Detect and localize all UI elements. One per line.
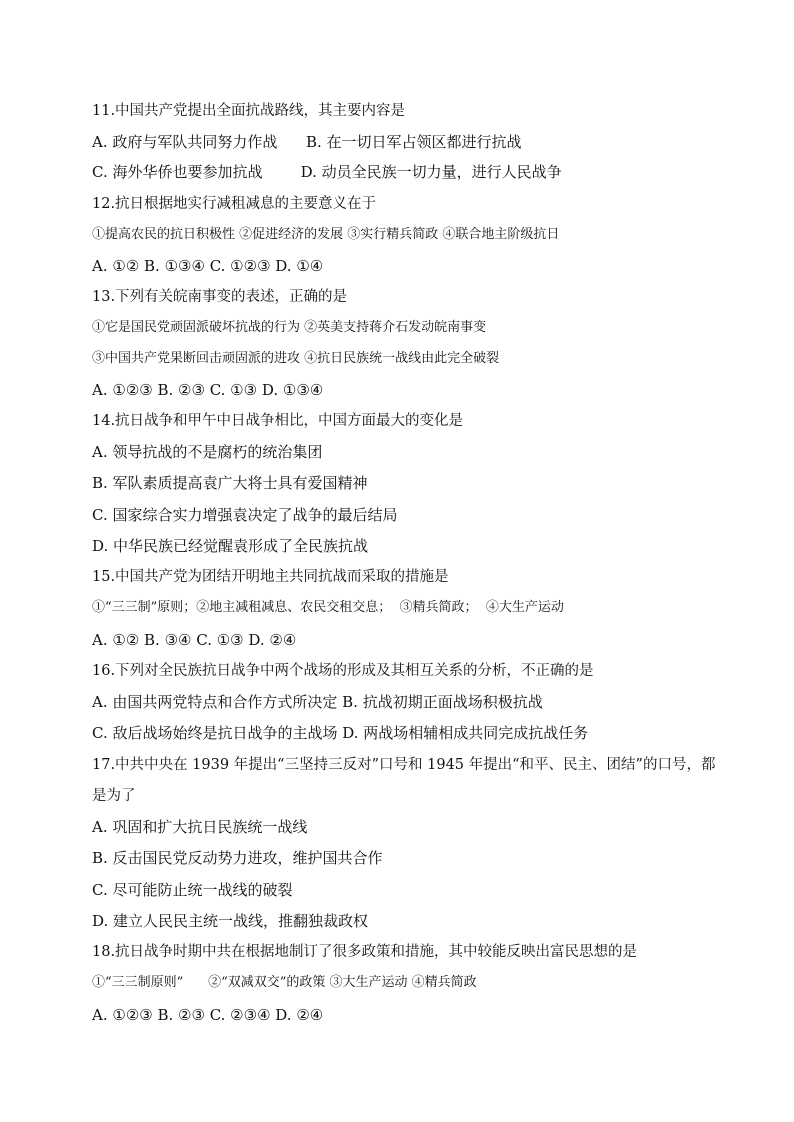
question-12-options: A. ①② B. ①③④ C. ①②③ D. ①④ <box>92 257 324 275</box>
question-17-stem: 17.中共中央在 1939 年提出“三坚持三反对”口号和 1945 年提出“和平、民主、团结”的口号，都 <box>92 757 716 773</box>
question-17-stem-cont: 是为了 <box>92 788 136 804</box>
question-16-stem: 16.下列对全民族抗日战争中两个战场的形成及其相互关系的分析，不正确的是 <box>92 663 594 679</box>
question-15-stem: 15.中国共产党为团结开明地主共同抗战而采取的措施是 <box>92 569 449 585</box>
question-13-items-1: ①它是国民党顽固派破坏抗战的行为 ②英美支持蒋介石发动皖南事变 <box>92 320 487 335</box>
question-17-option-c: C. 尽可能防止统一战线的破裂 <box>92 881 293 899</box>
question-16-options-1: A. 由国共两党特点和合作方式所决定 B. 抗战初期正面战场积极抗战 <box>92 693 543 711</box>
question-14-stem: 14.抗日战争和甲午中日战争相比，中国方面最大的变化是 <box>92 413 464 429</box>
question-12-stem: 12.抗日根据地实行减租减息的主要意义在于 <box>92 196 377 212</box>
question-17-option-d: D. 建立人民民主统一战线，推翻独裁政权 <box>92 912 369 930</box>
question-13-stem: 13.下列有关皖南事变的表述，正确的是 <box>92 289 348 305</box>
question-14-option-b: B. 军队素质提高袁广大将士具有爱国精神 <box>92 474 368 492</box>
question-17-option-a: A. 巩固和扩大抗日民族统一战线 <box>92 818 308 836</box>
question-18-stem: 18.抗日战争时期中共在根据地制订了很多政策和措施，其中较能反映出富民思想的是 <box>92 944 638 960</box>
question-18-items: ①“三三制原则” ②“双减双交”的政策 ③大生产运动 ④精兵简政 <box>92 975 477 990</box>
question-15-items: ①“三三制”原则；②地主减租减息、农民交租交息； ③精兵简政； ④大生产运动 <box>92 600 564 615</box>
question-11-options-1: A. 政府与军队共同努力作战 B. 在一切日军占领区都进行抗战 <box>92 133 522 151</box>
question-14-option-d: D. 中华民族已经觉醒袁形成了全民族抗战 <box>92 537 369 555</box>
question-17-option-b: B. 反击国民党反动势力进攻，维护国共合作 <box>92 849 383 867</box>
question-15-options: A. ①② B. ③④ C. ①③ D. ②④ <box>92 631 297 649</box>
question-13-items-2: ③中国共产党果断回击顽固派的进攻 ④抗日民族统一战线由此完全破裂 <box>92 351 500 366</box>
question-16-options-2: C. 敌后战场始终是抗日战争的主战场 D. 两战场相辅相成共同完成抗战任务 <box>92 724 589 742</box>
question-14-option-c: C. 国家综合实力增强袁决定了战争的最后结局 <box>92 506 398 524</box>
question-14-option-a: A. 领导抗战的不是腐朽的统治集团 <box>92 443 323 461</box>
question-13-options: A. ①②③ B. ②③ C. ①③ D. ①③④ <box>92 381 324 399</box>
question-11-stem: 11.中国共产党提出全面抗战路线，其主要内容是 <box>92 103 406 119</box>
question-12-items: ①提高农民的抗日积极性 ②促进经济的发展 ③实行精兵简政 ④联合地主阶级抗日 <box>92 227 560 242</box>
question-11-options-2: C. 海外华侨也要参加抗战 D. 动员全民族一切力量，进行人民战争 <box>92 163 562 181</box>
question-18-options: A. ①②③ B. ②③ C. ②③④ D. ②④ <box>92 1006 324 1024</box>
